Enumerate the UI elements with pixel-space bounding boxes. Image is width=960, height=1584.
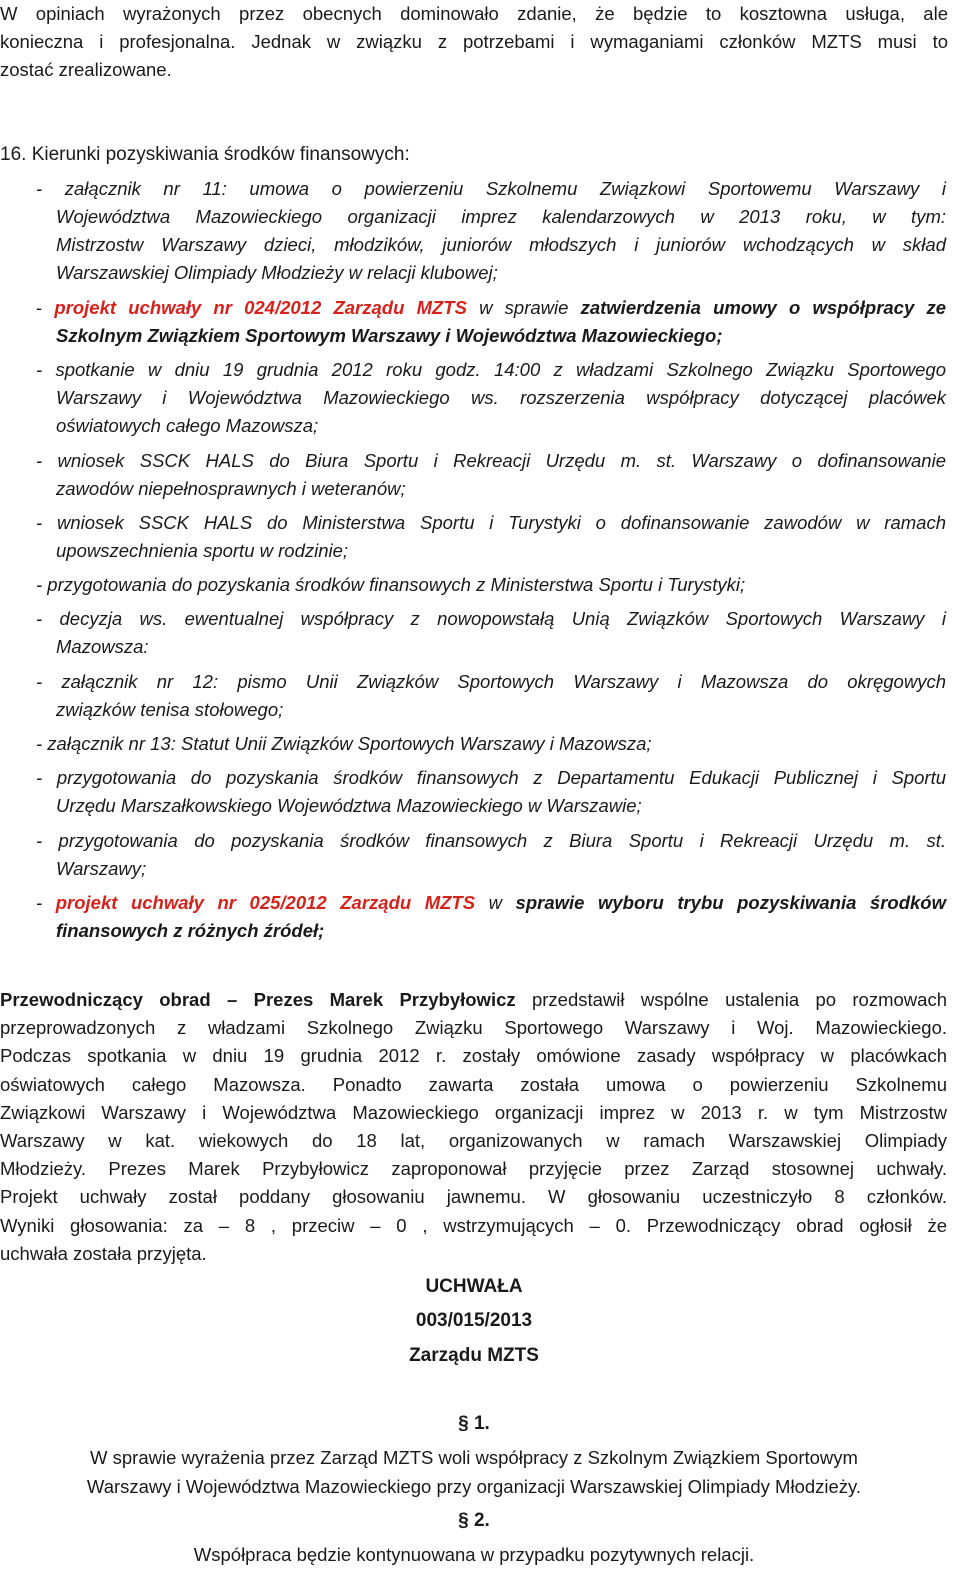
list-item: - spotkanie w dniu 19 grudnia 2012 roku godz. 14:00 z władzami Szkolnego Związku Sportowego Warszawy i Województwa Mazowieckiego ws. rozszerzenia współpracy dotyczącej placówek oświatowych całego Mazowsza; bbox=[36, 359, 946, 436]
list-item: - projekt uchwały nr 025/2012 Zarządu MZTS w sprawie wyboru trybu pozyskiwania środków finansowych z różnych źródeł; bbox=[36, 892, 946, 941]
list-item: - przygotowania do pozyskania środków finansowych z Biura Sportu i Rekreacji Urzędu m. st. Warszawy; bbox=[36, 830, 946, 879]
chairperson-lead: Przewodniczący obrad – Prezes Marek Przybyłowicz bbox=[0, 989, 516, 1010]
intro-line: konieczna i profesjonalna. Jednak w związku z potrzebami i wymaganiami członków MZTS musi to bbox=[0, 31, 948, 52]
list-item: - załącznik nr 12: pismo Unii Związków Sportowych Warszawy i Mazowsza do okręgowych związków tenisa stołowego; bbox=[36, 671, 946, 720]
list-item: - wniosek SSCK HALS do Ministerstwa Sportu i Turystyki o dofinansowanie zawodów w ramach upowszechnienia sportu w rodzinie; bbox=[36, 512, 946, 561]
intro-paragraph bbox=[0, 0, 948, 84]
intro-line: W opiniach wyrażonych przez obecnych dominowało zdanie, że będzie to kosztowna usługa, ale bbox=[0, 3, 948, 24]
paragraph-1-heading: § 1. bbox=[458, 1413, 490, 1434]
list-item: - załącznik nr 13: Statut Unii Związków Sportowych Warszawy i Mazowsza; bbox=[36, 733, 652, 754]
resolution-issuer: Zarządu MZTS bbox=[409, 1345, 539, 1366]
list-item: - przygotowania do pozyskania środków finansowych z Ministerstwa Sportu i Turystyki; bbox=[36, 574, 746, 595]
list-item: - projekt uchwały nr 024/2012 Zarządu MZTS w sprawie zatwierdzenia umowy o współpracy ze Szkolnym Związkiem Sportowym Warszawy i Województwa Mazowieckiego; bbox=[36, 297, 946, 346]
list-item: - decyzja ws. ewentualnej współpracy z nowopowstałą Unią Związków Sportowych Warszawy i Mazowsza: bbox=[36, 608, 946, 657]
resolution-reference-025: projekt uchwały nr 025/2012 Zarządu MZTS bbox=[55, 892, 476, 913]
paragraph-2-line: Współpraca będzie kontynuowana w przypadku pozytywnych relacji. bbox=[193, 1544, 755, 1565]
list-item: - załącznik nr 11: umowa o powierzeniu Szkolnemu Związkowi Sportowemu Warszawy i Województwa Mazowieckiego organizacji imprez kalendarzowych w 2013 roku, w tym: Mistrzostw Warszawy dzieci, młodzików, juniorów młodszych i juniorów wchodzących w skład Warszawskiej Olimpiady Młodzieży w relacji klubowej; bbox=[36, 178, 946, 283]
summary-paragraph: Przewodniczący obrad – Prezes Marek Przybyłowicz przedstawił wspólne ustalenia po rozmowach przeprowadzonych z władzami Szkolnego Związku Sportowego Warszawy i Woj. Mazowieckiego. Podczas spotkania w dniu 19 grudnia 2012 r. zostały omówione zasady współpracy w placówkach oświatowych całego Mazowsza. Ponadto zawarta została umowa o powierzeniu Szkolnemu Związkowi Warszawy i Województwa Mazowieckiego organizacji imprez w 2013 r. w tym Mistrzostw Warszawy w kat. wiekowych do 18 lat, organizowanych w ramach Warszawskiej Olimpiady Młodzieży. Prezes Marek Przybyłowicz zaproponował przyjęcie przez Zarząd stosownej uchwały. Projekt uchwały został poddany głosowaniu jawnemu. W głosowaniu uczestniczyło 8 członków. Wyniki głosowania: za – 8 , przeciw – 0 , wstrzymujących – 0. Przewodniczący obrad ogłosił że uchwała została przyjęta. bbox=[0, 989, 947, 1264]
paragraph-1-line: Warszawy i Województwa Mazowieckiego przy organizacji Warszawskiej Olimpiady Młodzieży. bbox=[86, 1476, 862, 1497]
intro-line: zostać zrealizowane. bbox=[0, 59, 172, 80]
list-item: - wniosek SSCK HALS do Biura Sportu i Rekreacji Urzędu m. st. Warszawy o dofinansowanie zawodów niepełnosprawnych i weteranów; bbox=[36, 450, 946, 499]
resolution-heading: UCHWAŁA bbox=[425, 1276, 523, 1297]
paragraph-1-line: W sprawie wyrażenia przez Zarząd MZTS woli współpracy z Szkolnym Związkiem Sportowym bbox=[90, 1447, 858, 1468]
resolution-number: 003/015/2013 bbox=[415, 1310, 533, 1331]
section-16-title: 16. Kierunki pozyskiwania środków finansowych: bbox=[0, 144, 410, 165]
resolution-reference-024: projekt uchwały nr 024/2012 Zarządu MZTS bbox=[54, 297, 467, 318]
list-item: - przygotowania do pozyskania środków finansowych z Departamentu Edukacji Publicznej i Sportu Urzędu Marszałkowskiego Województwa Mazowieckiego w Warszawie; bbox=[36, 767, 946, 816]
paragraph-2-heading: § 2. bbox=[458, 1510, 490, 1531]
